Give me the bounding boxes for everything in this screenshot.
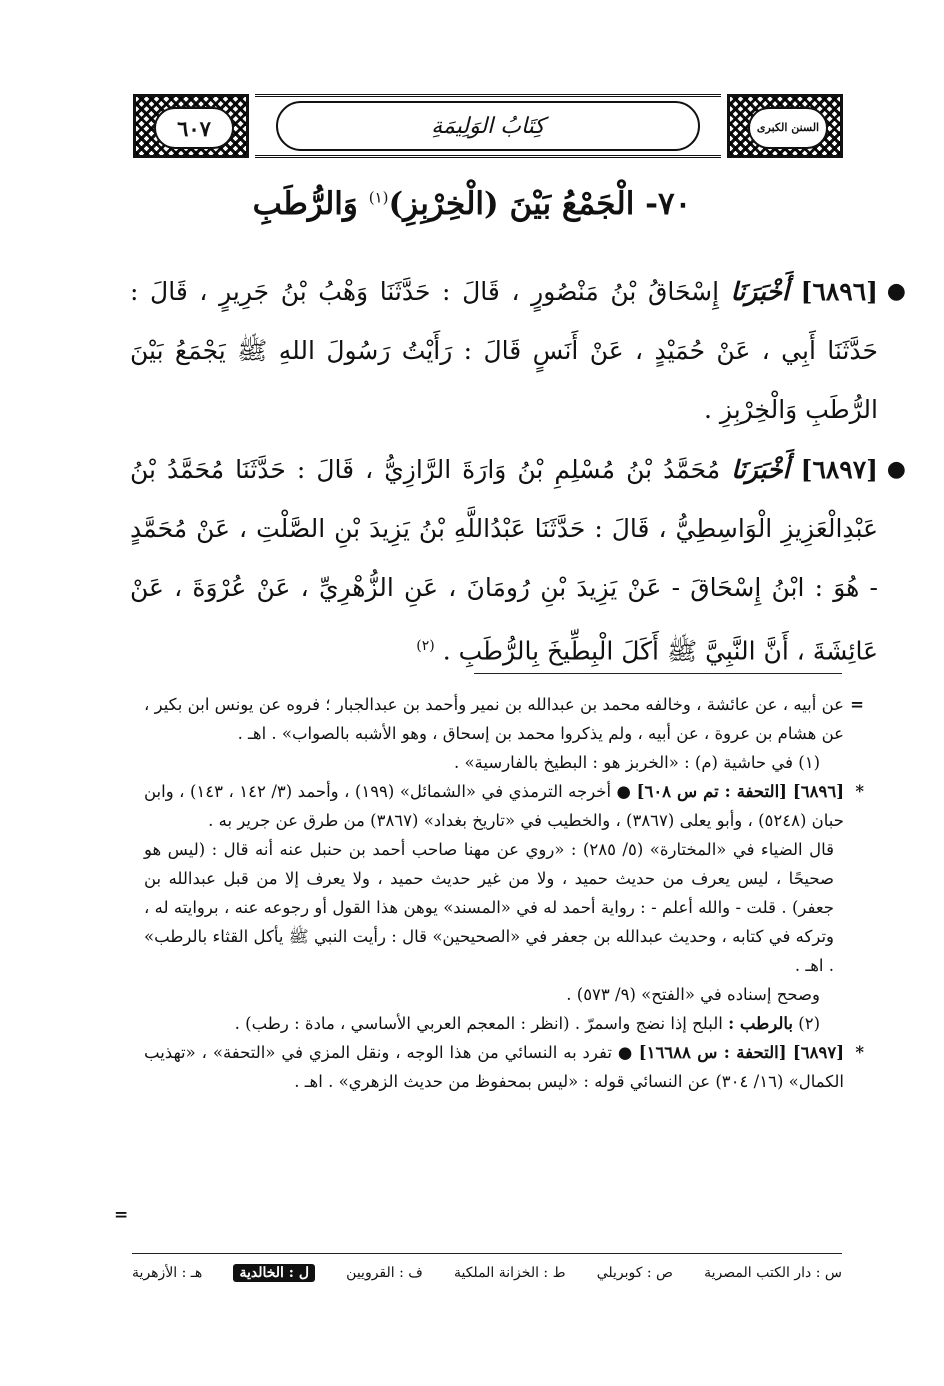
page-number: ٦٠٧ (154, 107, 234, 149)
footnote-2-number: (٢) (793, 1014, 820, 1033)
continuation-marker: = (114, 1205, 129, 1225)
page-number-ornament (133, 94, 249, 158)
hadith-6897 (130, 440, 906, 680)
legend-separator (132, 1253, 842, 1254)
star-marker: * (855, 1043, 864, 1062)
carry-text: عن أبيه ، عن عائشة ، وخالفه محمد بن عبدالله بن نمير وأحمد بن عبدالجبار ؛ فروه عن يونس ابن بكير ، عن هشام بن عروة ، عن أبيه ، ولم يذكروا محمد بن إسحاق ، وهو الأشبه بالصواب» . اهـ . (144, 695, 844, 743)
footnote-2-text: البلح إذا نضج واسمرّ . (انظر : المعجم العربي الأساسي ، مادة : رطب) . (234, 1014, 729, 1033)
book-title: كِتَابُ الوَلِيمَةِ (276, 101, 700, 151)
legend-item: ط : الخزانة الملكية (453, 1265, 566, 1281)
takhrij-label: [٦٨٩٦] [التحفة : تم س ٦٠٨] (636, 782, 844, 801)
takhrij-6896 (144, 777, 864, 835)
footnote-2-label: بالرطب : (728, 1014, 793, 1033)
page-header (133, 94, 843, 158)
fath-note: وصحح إسناده في «الفتح» (٩/ ٥٧٣) . (566, 985, 820, 1004)
footnotes (144, 690, 864, 1096)
hadith-opening: أَخْبَرَنَا (730, 277, 789, 306)
takhrij-text: ● تفرد به النسائي من هذا الوجه ، ونقل المزي في «التحفة» ، «تهذيب الكمال» (١٦/ ٣٠٤) عن النسائي قوله : «ليس بمحفوظ من حديث الزهري» . اهـ . (144, 1043, 844, 1091)
hadith-number: [٦٨٩٧] (800, 455, 879, 484)
title-band (255, 94, 721, 158)
footnote-carry (144, 690, 864, 748)
chapter-heading (120, 186, 824, 222)
hadith-6896 (130, 262, 906, 439)
chapter-title-end: وَالرُّطَبِ (252, 186, 369, 222)
carry-marker: = (850, 695, 864, 714)
hadith-number: [٦٨٩٦] (800, 277, 878, 306)
manuscript-legend (132, 1264, 842, 1282)
legend-item-highlight: ل : الخالدية (233, 1264, 315, 1282)
book-logo-icon: السنن الكبرى (748, 107, 828, 149)
legend-item: ف : القرويين (346, 1265, 423, 1281)
footnote-ref-1: (١) (368, 188, 389, 207)
footnote-ref-2: (٢) (416, 638, 435, 654)
footnote-1: (١) في حاشية (م) : «الخربز هو : البطيخ بالفارسية» . (453, 753, 820, 772)
footnote-2 (144, 1009, 844, 1038)
star-marker: * (855, 782, 864, 801)
book-logo-ornament (727, 94, 843, 158)
legend-item: س : دار الكتب المصرية (704, 1265, 842, 1281)
hadith-opening: أَخْبَرَنَا (731, 455, 790, 484)
takhrij-label: [٦٨٩٧] [التحفة : س ١٦٦٨٨] (638, 1043, 844, 1062)
hadith-text: إِسْحَاقُ بْنُ مَنْصُورٍ ، قَالَ : حَدَّثَنَا وَهْبُ بْنُ جَرِيرٍ ، قَالَ : حَدَّثَنَا أَبِي ، عَنْ حُمَيْدٍ ، عَنْ أَنَسٍ قَالَ : رَأَيْتُ رَسُولَ اللهِ ﷺ يَجْمَعُ بَيْنَ الرُّطَبِ وَالْخِرْبِزِ . (130, 277, 878, 424)
diya-quote: قال الضياء في «المختارة» (٥/ ٢٨٥) : «روي عن مهنا صاحب أحمد بن حنبل عنه أنه قال : (ليس هو صحيحًا ، ليس يعرف من حديث حميد ، ولا من غير حديث حميد ، ولا يعرف إلا من قبل عبدالله بن جعفر) . قلت - والله أعلم - : رواية أحمد له في «المسند» يوهن هذا القول أو رجوعه عنه ، بروايته له ، وتركه في كتابه ، وحديث عبدالله بن جعفر في «الصحيحين» قال : رأيت النبي ﷺ يأكل القثاء بالرطب» . اهـ . (144, 840, 834, 975)
legend-item: ص : كوبريلي (596, 1265, 673, 1281)
hadith-text: مُحَمَّدُ بْنُ مُسْلِمِ بْنُ وَارَةَ الرَّازِيُّ ، قَالَ : حَدَّثَنَا مُحَمَّدُ بْنُ عَبْدِالْعَزِيزِ الْوَاسِطِيُّ ، قَالَ : حَدَّثَنَا عَبْدُاللَّهِ بْنُ يَزِيدَ بْنِ الصَّلْتِ ، عَنْ مُحَمَّدٍ - هُوَ : ابْنُ إِسْحَاقَ - عَنْ يَزِيدَ بْنِ رُومَانَ ، عَنِ الزُّهْرِيِّ ، عَنْ عُرْوَةَ ، عَنْ عَائِشَةَ ، أَنَّ النَّبِيَّ ﷺ أَكَلَ الْبِطِّيخَ بِالرُّطَبِ . (130, 455, 878, 666)
bullet-icon: ● (886, 457, 906, 482)
legend-item: هـ : الأزهرية (132, 1265, 203, 1281)
takhrij-6897 (144, 1038, 864, 1096)
bullet-icon: ● (886, 279, 906, 304)
takhrij-text: ● أخرجه الترمذي في «الشمائل» (١٩٩) ، وأحمد (٣/ ١٤٢ ، ١٤٣) ، وابن حبان (٥٢٤٨) ، وأبو يعلى (٣٨٦٧) ، والخطيب في «تاريخ بغداد» (٣٨٦٧) من طرق عن جرير به . (144, 782, 844, 830)
chapter-title: ٧٠- الْجَمْعُ بَيْنَ (الْخِرْبِزِ) (388, 186, 692, 222)
footnote-separator (474, 673, 842, 674)
